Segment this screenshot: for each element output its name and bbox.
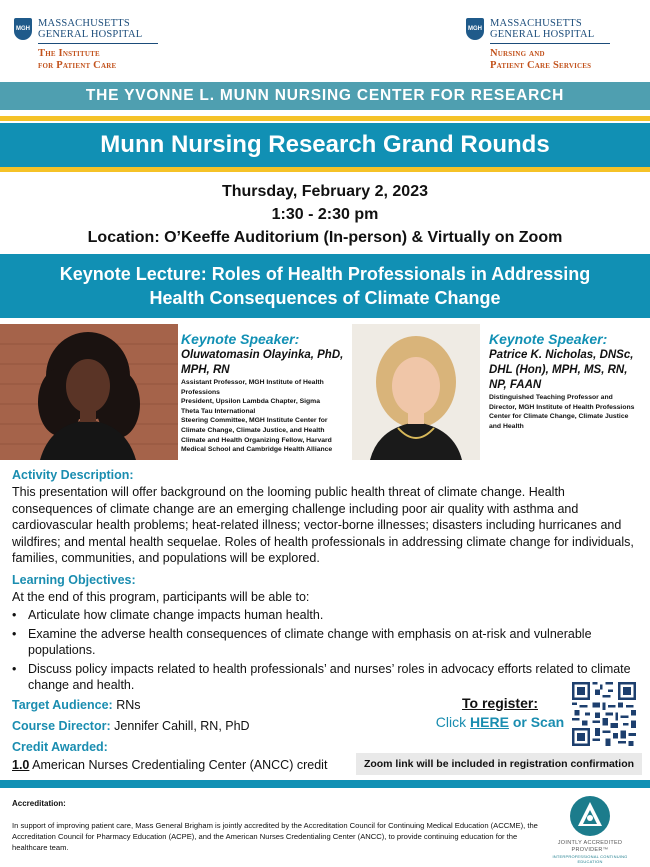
register-or-scan: or Scan: [508, 714, 565, 730]
activity-heading: Activity Description:: [12, 468, 134, 482]
nursing-line1: Nursing and: [490, 48, 545, 59]
course-director: [12, 718, 250, 734]
keynote-line1: Keynote Lecture: Roles of Health Professionals in Addressing: [59, 264, 591, 284]
nursing-line2: Patient Care Services: [490, 60, 592, 71]
list-item: [12, 661, 642, 694]
speaker-role: Assistant Professor, MGH Institute of Health: [181, 379, 324, 386]
speaker-photo-olayinka: [0, 324, 178, 460]
credit-text: American Nurses Credentialing Center (ANCC) credit: [29, 758, 328, 772]
bullet-icon: •: [12, 626, 17, 641]
list-item: [12, 626, 642, 659]
speaker-credentials: MPH, RN: [181, 364, 230, 376]
activity-description: This presentation will offer background on the looming public health threat of climate change. Health consequences of climate change are an emerging challenge including poor air quality with asthma and cardiovascular health problems; heat-related illness; vector-borne illnesses; disasters including hurricanes and wildfires; and mental health sequelae. Roles of health professionals in addressing climate change for individuals, families, communities, and populations will be explored.: [12, 485, 634, 565]
mgh-shield-icon: MGH: [466, 18, 484, 40]
register-line: [430, 712, 570, 732]
bullet-icon: •: [12, 661, 17, 676]
course-director-value: Jennifer Cahill, RN, PhD: [110, 719, 250, 733]
credit-amount: 1.0: [12, 758, 30, 772]
objectives-intro: At the end of this program, participants will be able to:: [12, 590, 310, 604]
speaker-role: Medical School and Cambridge Health Alliance: [181, 446, 333, 454]
accreditation-heading: Accreditation:: [12, 799, 66, 808]
hospital-name-line1: MASSACHUSETTS: [38, 18, 130, 29]
speaker-credentials: NP, FAAN: [489, 379, 542, 391]
speaker-role: Steering Committee, MGH Institute Center for: [181, 417, 328, 425]
speaker-role: and Health: [489, 422, 524, 430]
zoom-note: Zoom link will be included in registration confirmation: [356, 753, 642, 775]
target-audience-label: Target Audience:: [12, 698, 113, 712]
badge-label: JOINTLY ACCREDITED PROVIDER™: [557, 840, 623, 853]
event-time: 1:30 - 2:30 pm: [271, 206, 379, 223]
target-audience-value: RNs: [112, 698, 141, 712]
mgh-nursing-logo: [466, 18, 610, 72]
list-item: [12, 607, 642, 624]
register-block: [430, 694, 570, 732]
register-title: To register:: [462, 695, 538, 711]
keynote-line2: Health Consequences of Climate Change: [149, 288, 501, 308]
gold-stripe: [0, 116, 650, 121]
speaker-credentials: DHL (Hon), MPH, MS, RN,: [489, 364, 628, 376]
speaker-role: Director, MGH Institute of Health Professions: [489, 403, 635, 411]
page-title: Munn Nursing Research Grand Rounds: [0, 123, 650, 167]
speaker-photo-nicholas: [352, 324, 480, 460]
speaker-card-nicholas: [489, 331, 649, 431]
qr-code-icon[interactable]: [572, 682, 636, 746]
objective-text: Articulate how climate change impacts human health.: [28, 608, 324, 622]
keynote-title-banner: [0, 254, 650, 318]
joint-accreditation-logo-icon: [568, 794, 612, 838]
institute-line2: for Patient Care: [38, 60, 117, 71]
mgh-shield-icon: MGH: [14, 18, 32, 40]
speaker-role: Theta Tau International: [181, 407, 256, 415]
event-date: Thursday, February 2, 2023: [221, 183, 428, 200]
register-click-text: Click: [435, 714, 471, 730]
objective-text: Discuss policy impacts related to health professionals’ and nurses’ roles in advocacy efforts related to climate change and health.: [28, 661, 631, 692]
mgh-institute-logo: [14, 18, 158, 72]
hospital-name-line2: GENERAL HOSPITAL: [38, 29, 143, 40]
joint-accreditation-badge: [540, 792, 640, 862]
speaker-role: Climate Change, Climate Justice, and Health: [181, 426, 325, 434]
objectives-list: [12, 607, 642, 696]
register-here-link[interactable]: HERE: [470, 714, 509, 730]
speaker-role: Center for Climate Change, Climate Justice: [489, 413, 629, 421]
institute-line1: The Institute: [38, 48, 100, 59]
accreditation-text: In support of improving patient care, Mass General Brigham is jointly accredited by the Accreditation Council for Continuing Medical Education (ACCME), the Accreditation Council for Pharmacy Education (ACPE), and the American Nurses Credentialing Center (ANCC), to provide continuing education for the healthcare team.: [12, 821, 538, 852]
credit-awarded: [12, 757, 327, 773]
objective-text: Examine the adverse health consequences of climate change with emphasis on at-risk and vulnerable populations.: [28, 626, 592, 657]
event-location: Location: O’Keeffe Auditorium (In-person) & Virtually on Zoom: [87, 229, 563, 246]
course-director-label: Course Director:: [12, 719, 111, 733]
gold-stripe: [0, 167, 650, 172]
event-details: [0, 180, 650, 249]
footer-divider: [0, 780, 650, 788]
objectives-heading: Learning Objectives:: [12, 573, 136, 587]
hospital-name-line1: MASSACHUSETTS: [490, 18, 582, 29]
speaker-name: Patrice K. Nicholas, DNSc,: [489, 349, 634, 361]
speaker-heading: Keynote Speaker:: [489, 331, 608, 347]
credit-awarded-label: Credit Awarded:: [12, 740, 108, 754]
center-name-banner: THE YVONNE L. MUNN NURSING CENTER FOR RESEARCH: [0, 82, 650, 110]
target-audience: [12, 697, 141, 713]
speaker-heading: Keynote Speaker:: [181, 331, 300, 347]
speaker-role: Climate and Health Organizing Fellow, Harvard: [181, 436, 332, 444]
speaker-role: Professions: [181, 388, 220, 396]
speaker-card-olayinka: [181, 331, 351, 455]
speaker-role: President, Upsilon Lambda Chapter, Sigma: [181, 398, 320, 406]
badge-sub: INTERPROFESSIONAL CONTINUING EDUCATION: [552, 854, 628, 864]
header-logos: [0, 0, 650, 80]
bullet-icon: •: [12, 608, 17, 622]
speaker-name: Oluwatomasin Olayinka, PhD,: [181, 349, 344, 361]
speaker-role: Distinguished Teaching Professor and: [489, 394, 613, 401]
hospital-name-line2: GENERAL HOSPITAL: [490, 29, 595, 40]
